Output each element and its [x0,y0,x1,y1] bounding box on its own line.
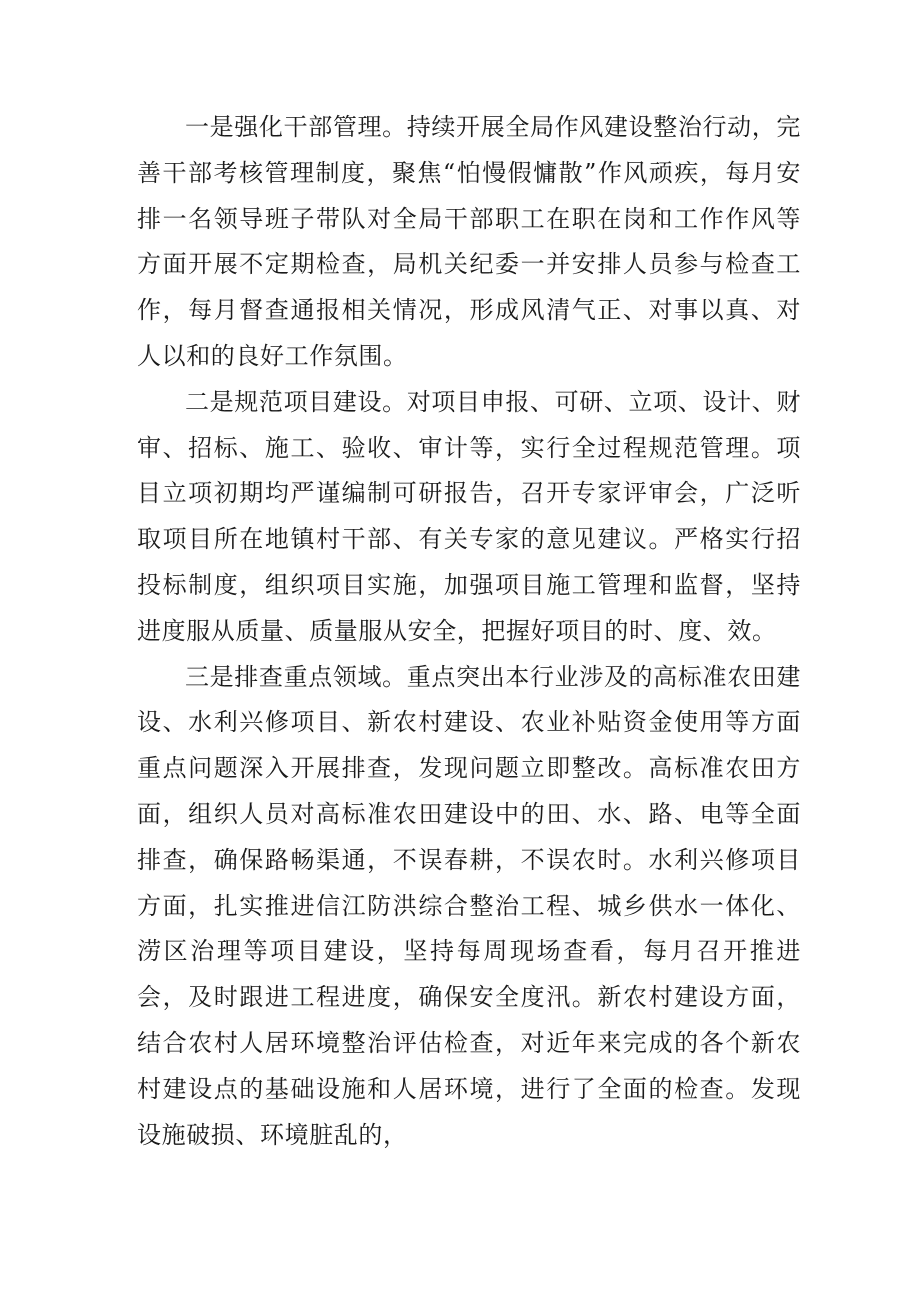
paragraph-key-areas-inspection: 三是排查重点领域。重点突出本行业涉及的高标准农田建设、水利兴修项目、新农村建设、农业补贴资金使用等方面重点问题深入开展排查，发现问题立即整改。高标准农田方面，组织人员对高标准农田建设中的田、水、路、电等全面排查，确保路畅渠通，不误春耕，不误农时。水利兴修项目方面，扎实推进信江防洪综合整治工程、城乡供水一体化、涝区治理等项目建设，坚持每周现场查看，每月召开推进会，及时跟进工程进度，确保安全度汛。新农村建设方面，结合农村人居环境整治评估检查，对近年来完成的各个新农村建设点的基础设施和人居环境，进行了全面的检查。发现设施破损、环境脏乱的， [137,662,801,1149]
document-body [137,105,801,1158]
paragraph-cadre-management: 一是强化干部管理。持续开展全局作风建设整治行动，完善干部考核管理制度，聚焦“怕慢假慵散”作风顽疾，每月安排一名领导班子带队对全局干部职工在职在岗和工作作风等方面开展不定期检查，局机关纪委一并安排人员参与检查工作，每月督查通报相关情况，形成风清气正、对事以真、对人以和的良好工作氛围。 [137,113,801,370]
paragraph-project-construction: 二是规范项目建设。对项目申报、可研、立项、设计、财审、招标、施工、验收、审计等，实行全过程规范管理。项目立项初期均严谨编制可研报告，召开专家评审会，广泛听取项目所在地镇村干部、有关专家的意见建议。严格实行招投标制度，组织项目实施，加强项目施工管理和监督，坚持进度服从质量、质量服从安全，把握好项目的时、度、效。 [137,387,801,645]
